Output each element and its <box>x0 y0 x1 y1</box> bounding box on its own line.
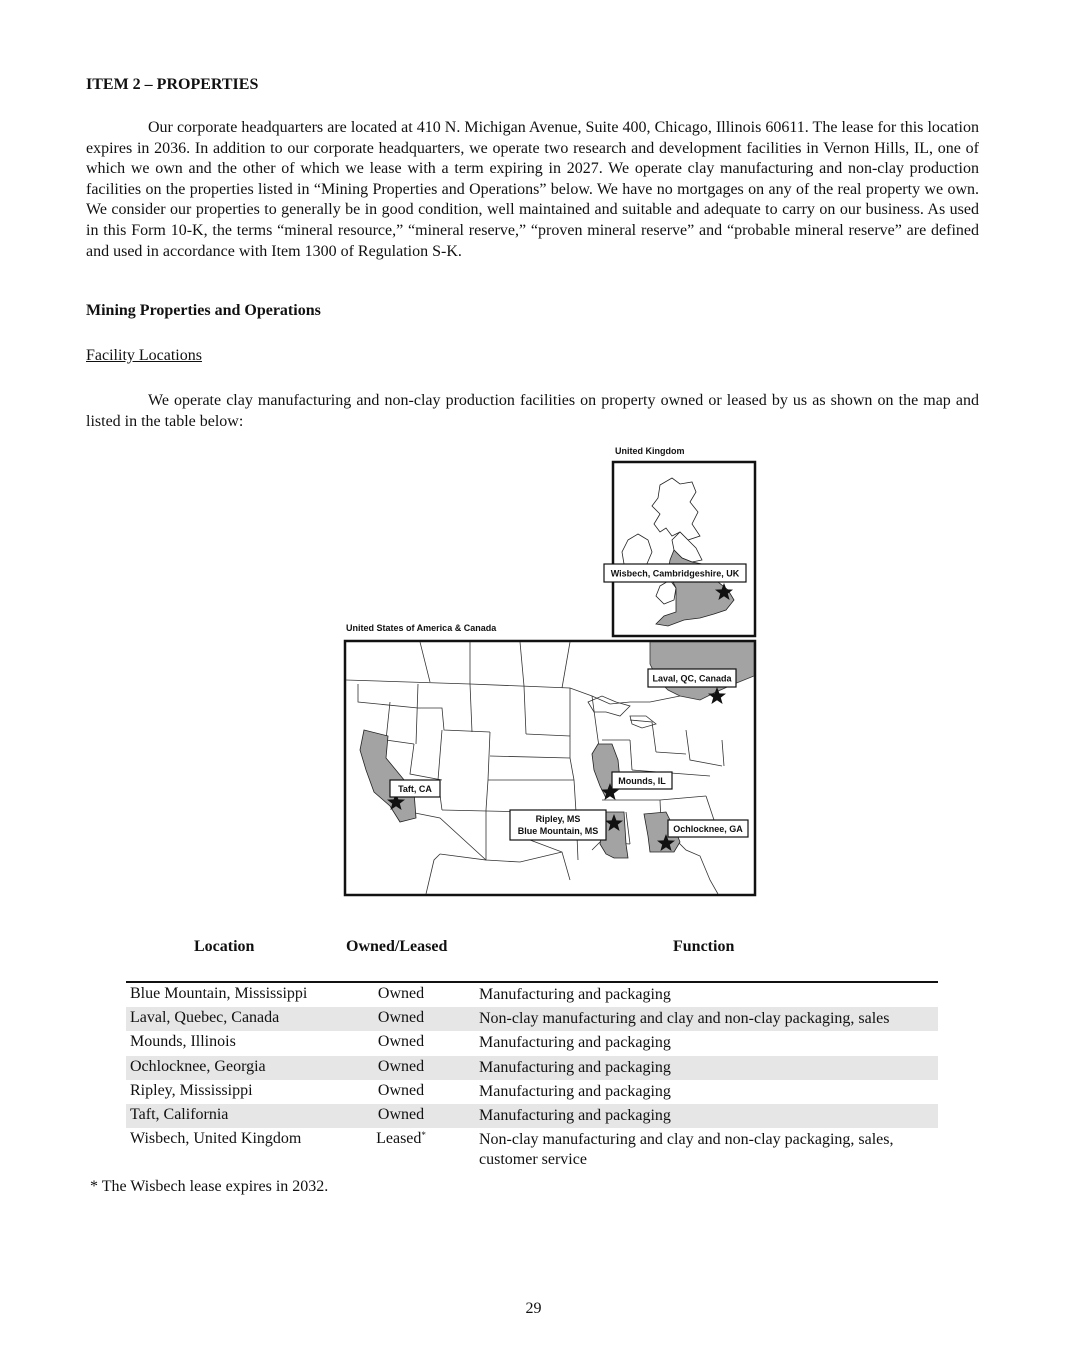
owned-cell: Owned <box>377 1009 425 1027</box>
owned-column-header: Owned/Leased <box>346 938 448 955</box>
ripley-label <box>510 810 606 840</box>
owned-cell: Owned <box>377 985 425 1002</box>
owned-cell: Owned <box>377 1057 425 1075</box>
svg-text:Taft, CA: Taft, CA <box>398 784 432 794</box>
owned-cell: Owned <box>377 1081 425 1099</box>
svg-text:Ochlocknee, GA: Ochlocknee, GA <box>673 824 743 834</box>
footnote: * The Wisbech lease expires in 2032. <box>90 1178 329 1195</box>
location-column-header: Location <box>194 938 255 955</box>
taft-label <box>390 780 440 797</box>
table-row <box>126 1007 938 1031</box>
location-cell: Wisbech, United Kingdom <box>130 1130 302 1148</box>
owned-cell <box>326 1130 476 1148</box>
wisbech-label <box>604 564 746 582</box>
function-cell: Manufacturing and packaging <box>479 1106 671 1124</box>
function-cell: Non-clay manufacturing and clay and non-clay packaging, sales <box>479 1010 890 1028</box>
facility-table <box>126 983 938 1172</box>
svg-text:Wisbech, Cambridgeshire, UK: Wisbech, Cambridgeshire, UK <box>610 568 740 579</box>
location-cell: Taft, California <box>130 1105 229 1123</box>
properties-paragraph: Our corporate headquarters are located at 410 N. Michigan Avenue, Suite 400, Chicago, Illinois 60611. The lease for this location expires in 2036. In addition to our corporate headquarters, we operate two research and development facilities in Vernon Hills, IL, one of which we own and the other of which we lease with a term expiring in 2027. We operate clay manufacturing and non-clay production facilities on the properties listed in “Mining Properties and Operations” below. We have no mortgages on any of the real property we own. We consider our properties to generally be in good condition, well maintained and suitable and adequate to carry on our business. As used in this Form 10-K, the terms “mineral resource,” “mineral reserve,” “proven mineral reserve” and “probable mineral reserve” are defined and used in accordance with Item 1300 of Regulation S-K. <box>86 119 979 260</box>
location-cell: Ochlocknee, Georgia <box>130 1057 266 1075</box>
svg-text:Laval, QC, Canada: Laval, QC, Canada <box>652 673 732 684</box>
uk-inset-map <box>610 462 755 636</box>
function-cell: Manufacturing and packaging <box>479 1082 671 1100</box>
table-row <box>126 1080 938 1104</box>
function-cell: Manufacturing and packaging <box>479 1058 671 1076</box>
svg-text:Blue Mountain, MS: Blue Mountain, MS <box>517 826 599 836</box>
table-row <box>126 1104 938 1128</box>
item-heading: ITEM 2 – PROPERTIES <box>86 76 259 93</box>
location-cell: Ripley, Mississippi <box>130 1081 253 1099</box>
location-cell: Mounds, Illinois <box>130 1033 236 1051</box>
owned-cell: Owned <box>377 1033 425 1051</box>
table-row <box>126 1128 938 1172</box>
owned-cell: Owned <box>377 1105 425 1123</box>
facility-locations-heading: Facility Locations <box>86 347 202 364</box>
svg-text:Ripley, MS: Ripley, MS <box>535 814 581 824</box>
us-map-title: United States of America & Canada <box>346 623 497 633</box>
location-cell: Laval, Quebec, Canada <box>130 1009 280 1027</box>
owned-value: Leased <box>376 1130 422 1148</box>
svg-text:Mounds, IL: Mounds, IL <box>618 776 666 786</box>
footnote-marker: * <box>421 1130 426 1141</box>
location-cell: Blue Mountain, Mississippi <box>130 985 308 1002</box>
page-number: 29 <box>525 1300 542 1317</box>
ochlocknee-label <box>668 820 748 837</box>
mounds-label <box>612 772 672 789</box>
facility-map <box>330 440 770 910</box>
table-row <box>126 1031 938 1055</box>
function-cell: Manufacturing and packaging <box>479 1034 671 1052</box>
function-cell: Non-clay manufacturing and clay and non-clay packaging, sales, customer service <box>479 1131 894 1169</box>
uk-map-title: United Kingdom <box>615 446 685 456</box>
laval-label <box>648 669 736 687</box>
function-cell: Manufacturing and packaging <box>479 986 671 1003</box>
mining-properties-heading: Mining Properties and Operations <box>86 302 321 319</box>
table-row <box>126 1056 938 1080</box>
table-row <box>126 983 938 1007</box>
function-column-header: Function <box>673 938 735 955</box>
facility-paragraph: We operate clay manufacturing and non-clay production facilities on property owned or leased by us as shown on the map and listed in the table below: <box>86 392 979 430</box>
